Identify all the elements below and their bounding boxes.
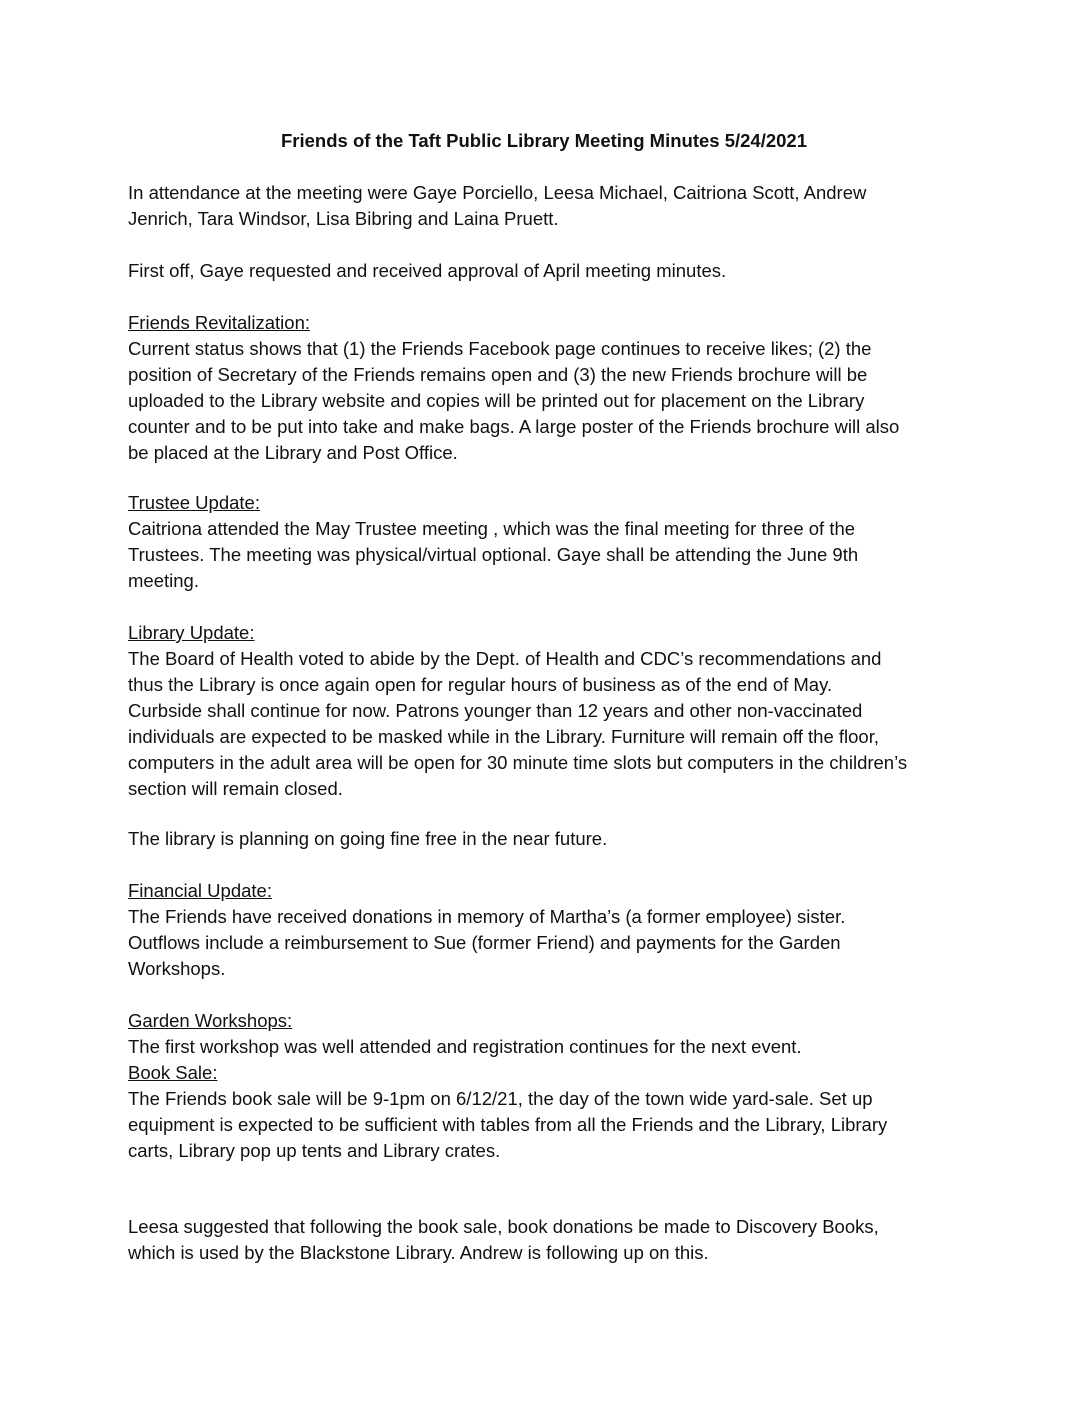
- paragraph-line: Current status shows that (1) the Friends Facebook page continues to receive likes; (2) the: [128, 338, 872, 359]
- paragraph-line: Caitriona attended the May Trustee meeting , which was the final meeting for three of the: [128, 518, 856, 539]
- garden-section: [128, 1008, 958, 1060]
- revitalization-section: [128, 310, 958, 466]
- library-section: [128, 620, 958, 802]
- paragraph-line: Trustees. The meeting was physical/virtual optional. Gaye shall be attending the June 9th: [128, 544, 859, 565]
- section-heading-trustee: Trustee Update:: [128, 492, 260, 513]
- paragraph-line: Jenrich, Tara Windsor, Lisa Bibring and Laina Pruett.: [128, 208, 559, 229]
- paragraph-line: section will remain closed.: [128, 778, 343, 799]
- section-heading-garden: Garden Workshops:: [128, 1010, 293, 1031]
- paragraph-line: The first workshop was well attended and registration continues for the next event.: [128, 1036, 802, 1057]
- opening-paragraph: [128, 258, 958, 284]
- paragraph-line: meeting.: [128, 570, 199, 591]
- booksale-section: [128, 1060, 958, 1164]
- paragraph-line: The Friends have received donations in memory of Martha’s (a former employee) sister.: [128, 906, 846, 927]
- paragraph-line: which is used by the Blackstone Library. Andrew is following up on this.: [128, 1242, 709, 1263]
- document-title: Friends of the Taft Public Library Meeting Minutes 5/24/2021: [281, 130, 807, 151]
- paragraph-line: position of Secretary of the Friends remains open and (3) the new Friends brochure will be: [128, 364, 868, 385]
- paragraph-line: thus the Library is once again open for regular hours of business as of the end of May.: [128, 674, 833, 695]
- library-fine-free-paragraph: [128, 826, 958, 852]
- paragraph-line: In attendance at the meeting were Gaye Porciello, Leesa Michael, Caitriona Scott, Andrew: [128, 182, 867, 203]
- paragraph-line: individuals are expected to be masked while in the Library. Furniture will remain off the floor,: [128, 726, 880, 747]
- paragraph-line: The Board of Health voted to abide by the Dept. of Health and CDC’s recommendations and: [128, 648, 882, 669]
- paragraph-line: The Friends book sale will be 9-1pm on 6/12/21, the day of the town wide yard-sale. Set up: [128, 1088, 873, 1109]
- section-heading-library: Library Update:: [128, 622, 255, 643]
- section-heading-financial: Financial Update:: [128, 880, 272, 901]
- paragraph-line: be placed at the Library and Post Office.: [128, 442, 458, 463]
- paragraph-line: First off, Gaye requested and received approval of April meeting minutes.: [128, 260, 727, 281]
- paragraph-line: Workshops.: [128, 958, 226, 979]
- paragraph-line: computers in the adult area will be open for 30 minute time slots but computers in the children’s: [128, 752, 908, 773]
- paragraph-line: equipment is expected to be sufficient with tables from all the Friends and the Library, Library: [128, 1114, 888, 1135]
- paragraph-line: carts, Library pop up tents and Library crates.: [128, 1140, 501, 1161]
- paragraph-line: Leesa suggested that following the book sale, book donations be made to Discovery Books,: [128, 1216, 879, 1237]
- booksale-donation-paragraph: [128, 1214, 958, 1266]
- attendance-paragraph: [128, 180, 958, 232]
- paragraph-line: The library is planning on going fine free in the near future.: [128, 828, 608, 849]
- section-heading-booksale: Book Sale:: [128, 1062, 218, 1083]
- paragraph-line: Outflows include a reimbursement to Sue (former Friend) and payments for the Garden: [128, 932, 841, 953]
- section-heading-revitalization: Friends Revitalization:: [128, 312, 310, 333]
- trustee-section: [128, 490, 958, 594]
- paragraph-line: counter and to be put into take and make bags. A large poster of the Friends brochure will also: [128, 416, 900, 437]
- paragraph-line: uploaded to the Library website and copies will be printed out for placement on the Library: [128, 390, 865, 411]
- financial-section: [128, 878, 958, 982]
- paragraph-line: Curbside shall continue for now. Patrons younger than 12 years and other non-vaccinated: [128, 700, 863, 721]
